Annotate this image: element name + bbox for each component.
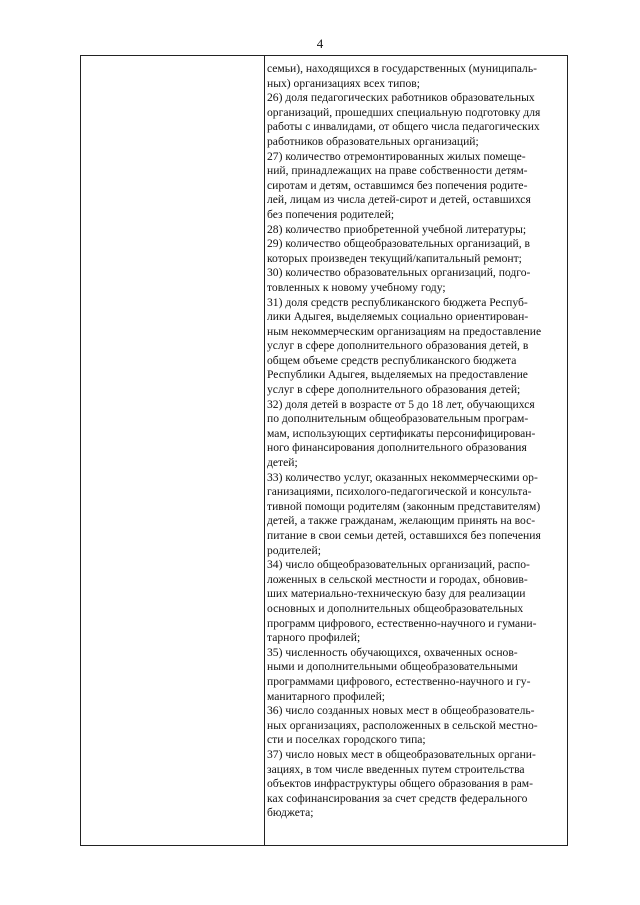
- text-line: лики Адыгея, выделяемых социально ориентирован-: [267, 310, 529, 324]
- text-line: программ цифрового, естественно-научного и гумани-: [267, 616, 537, 630]
- text-line: семьи), находящихся в государственных (муниципаль-: [267, 62, 537, 75]
- text-line: 35) численность обучающихся, охваченных основ-: [267, 645, 518, 659]
- text-line: услуг в сфере дополнительного образования детей;: [267, 383, 521, 397]
- text-line: без попечения родителей;: [267, 207, 395, 221]
- text-line: услуг в сфере дополнительного образования детей, в: [267, 339, 529, 353]
- text-line: ках софинансирования за счет средств федерального: [267, 791, 528, 805]
- text-line: 30) количество образовательных организаций, подго-: [267, 266, 531, 280]
- text-line: работы с инвалидами, от общего числа педагогических: [267, 120, 540, 134]
- text-line: 29) количество общеобразовательных организаций, в: [267, 237, 530, 251]
- text-line: бюджета;: [267, 806, 314, 820]
- text-line: которых произведен текущий/капитальный ремонт;: [267, 251, 522, 265]
- text-line: объектов инфраструктуры общего образования в рам-: [267, 777, 533, 791]
- text-line: ний, принадлежащих на праве собственности детям-: [267, 164, 528, 178]
- text-line: сти и поселках городского типа;: [267, 733, 426, 747]
- text-line: зациях, в том числе введенных путем строительства: [267, 762, 525, 776]
- text-line: питание в свои семьи детей, оставшихся без попечения: [267, 529, 541, 542]
- text-line: ными и дополнительными общеобразовательными: [267, 660, 518, 674]
- text-line: родителей;: [267, 543, 321, 557]
- text-line: ших материально-техническую базу для реализации: [267, 587, 526, 601]
- text-line: 28) количество приобретенной учебной литературы;: [267, 222, 527, 236]
- text-line: 36) число созданных новых мест в общеобразователь-: [267, 704, 535, 718]
- text-line: по дополнительным общеобразовательным програм-: [267, 412, 529, 426]
- text-line: мам, использующих сертификаты персонифицирован-: [267, 426, 536, 440]
- text-line: детей, а также гражданам, желающим принять на вос-: [267, 514, 536, 528]
- text-line: работников образовательных организаций;: [267, 134, 479, 148]
- text-line: 37) число новых мест в общеобразовательных органи-: [267, 747, 536, 761]
- table-right-cell: [267, 62, 567, 821]
- text-line: товленных к новому учебному году;: [267, 280, 446, 294]
- text-line: тарного профилей;: [267, 631, 361, 645]
- text-line: 31) доля средств республиканского бюджета Респуб-: [267, 295, 528, 309]
- text-line: Республики Адыгея, выделяемых на предоставление: [267, 368, 528, 382]
- page-number: 4: [316, 36, 324, 51]
- text-line: манитарного профилей;: [267, 689, 385, 703]
- text-line: ным некоммерческим организациям на предоставление: [267, 324, 542, 338]
- text-line: 33) количество услуг, оказанных некоммерческими ор-: [267, 470, 538, 484]
- text-line: тивной помощи родителям (законным представителям): [267, 499, 541, 513]
- text-line: ного финансирования дополнительного образования: [267, 441, 527, 455]
- text-line: общем объеме средств республиканского бюджета: [267, 353, 517, 367]
- text-line: программами цифрового, естественно-научного и гу-: [267, 674, 531, 688]
- text-line: детей;: [267, 456, 298, 470]
- text-line: 34) число общеобразовательных организаций, распо-: [267, 558, 530, 572]
- text-line: 32) доля детей в возрасте от 5 до 18 лет, обучающихся: [267, 397, 535, 411]
- text-line: ганизациями, психолого-педагогической и консульта-: [267, 485, 532, 499]
- text-line: ложенных в сельской местности и городах, обновив-: [267, 572, 528, 586]
- text-line: 26) доля педагогических работников образовательных: [267, 91, 535, 105]
- text-line: 27) количество отремонтированных жилых помеще-: [267, 149, 526, 163]
- text-line: лей, лицам из числа детей-сирот и детей, оставшихся: [267, 193, 531, 207]
- document-table: [80, 55, 568, 846]
- text-line: ных) организациях всех типов;: [267, 76, 420, 90]
- text-line: организаций, прошедших специальную подготовку для: [267, 105, 541, 119]
- text-line: основных и дополнительных общеобразовательных: [267, 601, 524, 615]
- text-line: ных организациях, расположенных в сельской местно-: [267, 718, 538, 732]
- text-line: сиротам и детям, оставшимся без попечения родите-: [267, 178, 528, 192]
- table-left-cell: [81, 56, 265, 845]
